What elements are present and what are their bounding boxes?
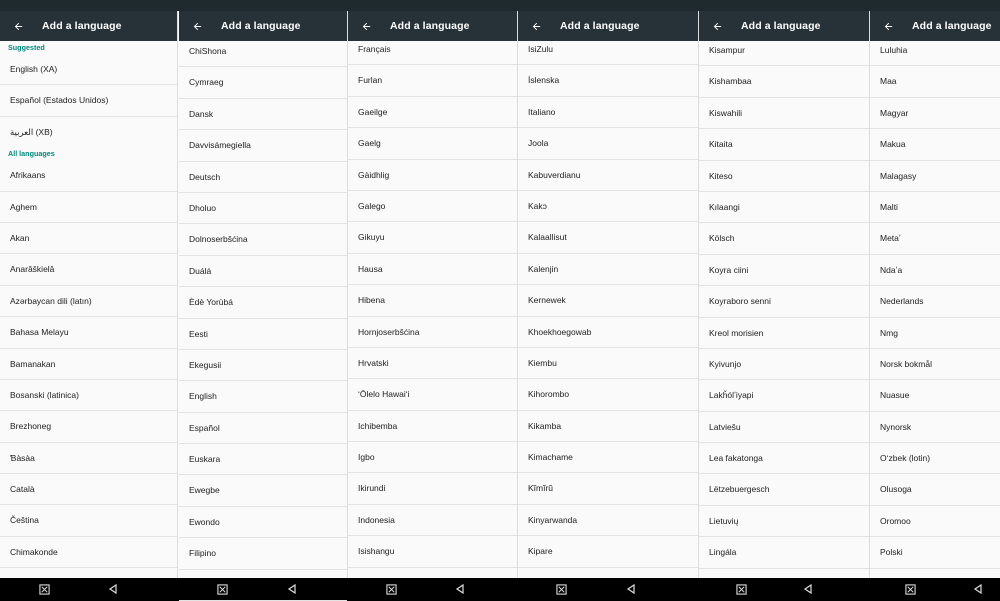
language-item[interactable]: Bahasa Melayu: [0, 317, 177, 348]
language-item[interactable]: Nynorsk: [870, 412, 1000, 443]
recents-button[interactable]: [904, 583, 916, 595]
language-item[interactable]: Ewegbe: [179, 475, 347, 506]
language-item[interactable]: Aghem: [0, 192, 177, 223]
language-item[interactable]: Ndaʼa: [870, 255, 1000, 286]
toolbar-title: Add a language: [741, 20, 821, 32]
recents-icon: [39, 584, 50, 595]
toolbar-title: Add a language: [390, 20, 470, 32]
language-item[interactable]: Gikuyu: [348, 222, 518, 253]
language-item[interactable]: Gaeilge: [348, 97, 518, 128]
language-item[interactable]: Dolnoserbšćina: [179, 224, 347, 255]
back-button[interactable]: [358, 18, 374, 34]
language-item[interactable]: Polski: [870, 537, 1000, 568]
language-item[interactable]: Cymraeg: [179, 67, 347, 98]
language-item[interactable]: Nmg: [870, 318, 1000, 349]
language-item[interactable]: Eesti: [179, 319, 347, 350]
language-item[interactable]: Català: [0, 474, 177, 505]
language-item[interactable]: Anarâškielâ: [0, 254, 177, 285]
language-item[interactable]: Italiano: [518, 97, 699, 128]
language-item[interactable]: Kipare: [518, 536, 699, 567]
language-item[interactable]: Norsk bokmål: [870, 349, 1000, 380]
triangle-back-icon: [803, 584, 813, 594]
triangle-back-icon: [973, 584, 983, 594]
language-item[interactable]: Français: [348, 34, 518, 65]
language-item[interactable]: Galego: [348, 191, 518, 222]
back-nav-button[interactable]: [107, 583, 119, 595]
arrow-left-icon: [712, 21, 723, 32]
back-button[interactable]: [528, 18, 544, 34]
language-item[interactable]: Kiteso: [699, 161, 870, 192]
language-item[interactable]: Deutsch: [179, 162, 347, 193]
language-item[interactable]: Bamanakan: [0, 349, 177, 380]
language-item[interactable]: Olusoga: [870, 474, 1000, 505]
language-item[interactable]: Ɓàsàa: [0, 443, 177, 474]
language-item[interactable]: Furlan: [348, 65, 518, 96]
panel-divider: [517, 11, 518, 578]
section-header-suggested: Suggested: [8, 43, 45, 52]
language-item[interactable]: Oʻzbek (lotin): [870, 443, 1000, 474]
language-item[interactable]: Hrvatski: [348, 348, 518, 379]
language-item[interactable]: English (XA): [0, 54, 177, 85]
language-item[interactable]: Kölsch: [699, 223, 870, 254]
language-list: [518, 34, 699, 599]
language-item[interactable]: Joola: [518, 128, 699, 159]
back-nav-button[interactable]: [286, 583, 298, 595]
language-item[interactable]: Magyar: [870, 98, 1000, 129]
language-list: [870, 35, 1000, 600]
language-item[interactable]: Èdè Yorùbá: [179, 287, 347, 318]
language-item[interactable]: Kitaita: [699, 129, 870, 160]
language-item[interactable]: Kikamba: [518, 411, 699, 442]
panel-divider: [698, 11, 699, 578]
language-item[interactable]: Íslenska: [518, 65, 699, 96]
language-item[interactable]: Lingála: [699, 537, 870, 568]
language-item[interactable]: Ekegusii: [179, 350, 347, 381]
language-item[interactable]: ChiShona: [179, 36, 347, 67]
recents-button[interactable]: [385, 583, 397, 595]
language-item[interactable]: Kalenjin: [518, 254, 699, 285]
recents-button[interactable]: [735, 583, 747, 595]
language-item[interactable]: Kishambaa: [699, 66, 870, 97]
navigation-bar: [0, 578, 1000, 600]
language-item[interactable]: ʻŌlelo Hawaiʻi: [348, 379, 518, 410]
language-item[interactable]: Kiswahili: [699, 98, 870, 129]
language-item[interactable]: Ichibemba: [348, 411, 518, 442]
recents-icon: [217, 584, 228, 595]
language-item[interactable]: Lakȟólʼiyapi: [699, 380, 870, 411]
language-item[interactable]: Gaelg: [348, 128, 518, 159]
language-panel-2: [179, 11, 347, 578]
language-item[interactable]: Kisampur: [699, 35, 870, 66]
back-nav-button[interactable]: [802, 583, 814, 595]
language-panel-3: [348, 11, 518, 578]
language-item[interactable]: Hibena: [348, 285, 518, 316]
language-list: [348, 34, 518, 599]
language-item[interactable]: Español (Estados Unidos): [0, 85, 177, 116]
language-item[interactable]: Filipino: [179, 538, 347, 569]
toolbar-title: Add a language: [560, 20, 640, 32]
arrow-left-icon: [531, 21, 542, 32]
language-panel-4: [518, 11, 699, 578]
triangle-back-icon: [108, 584, 118, 594]
panel-divider: [347, 11, 348, 578]
language-item[interactable]: Malti: [870, 192, 1000, 223]
language-item[interactable]: Latviešu: [699, 412, 870, 443]
language-item[interactable]: Khoekhoegowab: [518, 317, 699, 348]
language-item[interactable]: Maa: [870, 66, 1000, 97]
language-item[interactable]: Azərbaycan dili (latın): [0, 286, 177, 317]
triangle-back-icon: [287, 584, 297, 594]
language-item[interactable]: Bosanski (latinica): [0, 380, 177, 411]
back-button[interactable]: [189, 18, 205, 34]
language-list: [0, 41, 177, 600]
arrow-left-icon: [883, 21, 894, 32]
language-item[interactable]: Nederlands: [870, 286, 1000, 317]
toolbar: [0, 11, 177, 41]
language-item[interactable]: Igbo: [348, 442, 518, 473]
language-panel-1: [0, 11, 177, 578]
back-button[interactable]: [10, 18, 26, 34]
language-item[interactable]: Kılaangi: [699, 192, 870, 223]
triangle-back-icon: [455, 584, 465, 594]
language-item[interactable]: Kinyarwanda: [518, 505, 699, 536]
language-item[interactable]: English: [179, 381, 347, 412]
language-item[interactable]: Español: [179, 413, 347, 444]
arrow-left-icon: [361, 21, 372, 32]
language-item[interactable]: Nuasue: [870, 380, 1000, 411]
language-item[interactable]: Ewondo: [179, 507, 347, 538]
language-item[interactable]: Makua: [870, 129, 1000, 160]
language-list: [699, 35, 870, 600]
language-item[interactable]: Afrikaans: [0, 160, 177, 191]
language-item[interactable]: Kakɔ: [518, 191, 699, 222]
recents-icon: [386, 584, 397, 595]
language-item[interactable]: Akan: [0, 223, 177, 254]
language-item[interactable]: Kalaallisut: [518, 222, 699, 253]
language-item[interactable]: Lëtzebuergesch: [699, 474, 870, 505]
language-item[interactable]: Malagasy: [870, 161, 1000, 192]
language-item[interactable]: Koyra ciini: [699, 255, 870, 286]
language-item[interactable]: Indonesia: [348, 505, 518, 536]
language-item[interactable]: Hornjoserbšćina: [348, 317, 518, 348]
language-item[interactable]: Kĩmĩrũ: [518, 473, 699, 504]
toolbar-title: Add a language: [221, 20, 301, 32]
status-bar: [0, 0, 1000, 11]
language-item[interactable]: Ikirundi: [348, 473, 518, 504]
language-item[interactable]: Lea fakatonga: [699, 443, 870, 474]
language-item[interactable]: Euskara: [179, 444, 347, 475]
panel-divider: [177, 11, 178, 578]
section-header-all-languages: All languages: [8, 149, 55, 159]
arrow-left-icon: [192, 21, 203, 32]
language-item[interactable]: Luluhia: [870, 35, 1000, 66]
language-item[interactable]: العربية (XB): [10, 126, 53, 137]
language-panel-6: [870, 11, 1000, 578]
language-item[interactable]: Davvisámegiella: [179, 130, 347, 161]
language-item[interactable]: Koyraboro senni: [699, 286, 870, 317]
triangle-back-icon: [626, 584, 636, 594]
language-item[interactable]: Čeština: [0, 505, 177, 536]
recents-icon: [556, 584, 567, 595]
recents-button[interactable]: [555, 583, 567, 595]
language-item[interactable]: Dholuo: [179, 193, 347, 224]
language-item[interactable]: Chimakonde: [0, 537, 177, 568]
toolbar-title: Add a language: [42, 20, 122, 32]
toolbar-title: Add a language: [912, 20, 992, 32]
back-button[interactable]: [880, 18, 896, 34]
language-panel-5: [699, 11, 870, 578]
panel-divider: [869, 11, 870, 578]
back-nav-button[interactable]: [625, 583, 637, 595]
language-item[interactable]: Kiembu: [518, 348, 699, 379]
language-item[interactable]: Hausa: [348, 254, 518, 285]
back-nav-button[interactable]: [972, 583, 984, 595]
language-item[interactable]: Gàidhlig: [348, 160, 518, 191]
language-item[interactable]: Dansk: [179, 99, 347, 130]
language-item[interactable]: Duálá: [179, 256, 347, 287]
language-item[interactable]: Kimachame: [518, 442, 699, 473]
arrow-left-icon: [13, 21, 24, 32]
language-item[interactable]: Kyivunjo: [699, 349, 870, 380]
language-item[interactable]: Kreol morisien: [699, 318, 870, 349]
recents-icon: [905, 584, 916, 595]
language-item[interactable]: Kabuverdianu: [518, 160, 699, 191]
language-item[interactable]: Lietuvių: [699, 506, 870, 537]
recents-button[interactable]: [38, 583, 50, 595]
language-item[interactable]: Kernewek: [518, 285, 699, 316]
language-item[interactable]: Isishangu: [348, 536, 518, 567]
language-item[interactable]: Brezhoneg: [0, 411, 177, 442]
language-list: [179, 36, 347, 601]
language-item[interactable]: IsiZulu: [518, 34, 699, 65]
recents-icon: [736, 584, 747, 595]
language-item[interactable]: Kihorombo: [518, 379, 699, 410]
language-item[interactable]: Metaʼ: [870, 223, 1000, 254]
back-button[interactable]: [709, 18, 725, 34]
back-nav-button[interactable]: [454, 583, 466, 595]
language-item[interactable]: Oromoo: [870, 506, 1000, 537]
recents-button[interactable]: [216, 583, 228, 595]
